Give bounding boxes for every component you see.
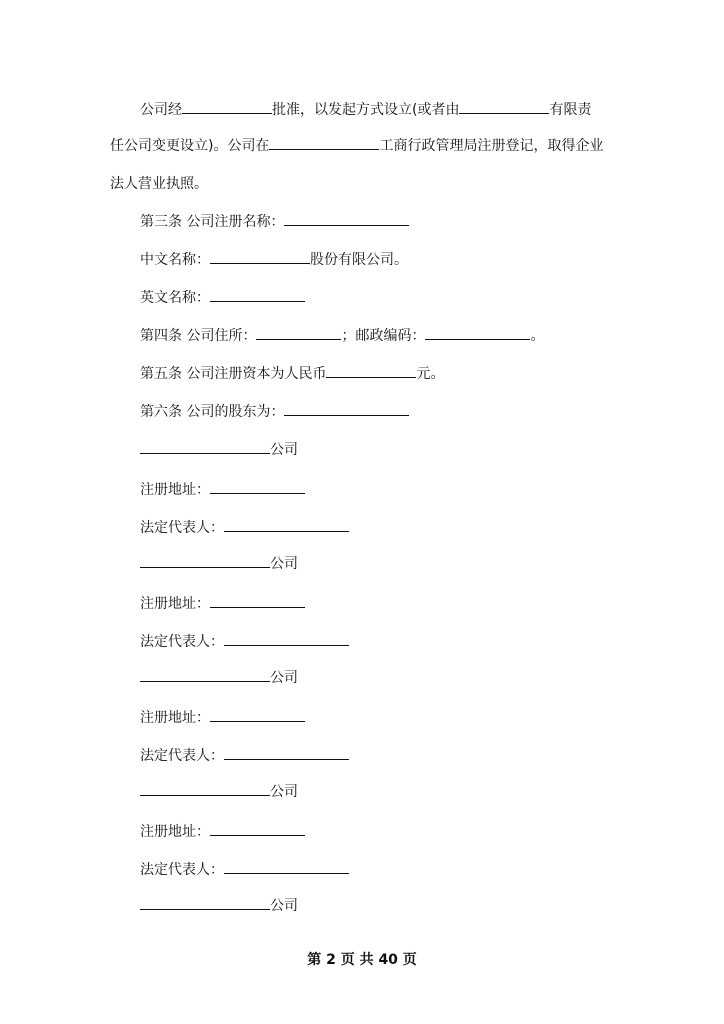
blank-address (256, 326, 341, 340)
blank-shareholder-rep (224, 632, 349, 646)
shareholder-company-line (140, 668, 298, 688)
shareholder-company-suffix: 公司 (270, 898, 298, 914)
para1-line1 (140, 100, 591, 120)
blank-registered-capital (326, 364, 416, 378)
blank-shareholder-company (140, 440, 270, 454)
para1-line3 (110, 174, 208, 194)
chinese-name-label: 中文名称： (140, 252, 210, 268)
blank-shareholder-rep (224, 860, 349, 874)
shareholder-company-suffix: 公司 (270, 556, 298, 572)
shareholder-company-suffix: 公司 (270, 784, 298, 800)
text-segment: 批准，以发起方式设立(或者由 (272, 102, 460, 118)
blank-shareholder-rep (224, 746, 349, 760)
blank-shareholder-address (210, 480, 305, 494)
blank-shareholders (284, 402, 409, 416)
blank-chinese-name (210, 250, 310, 264)
para1-line2 (110, 136, 603, 156)
blank-original-company (459, 100, 549, 114)
chinese-name-line (140, 250, 408, 270)
shareholder-rep-label: 法定代表人： (140, 520, 224, 536)
article-5 (140, 364, 444, 384)
page-number-footer: 第 2 页 共 40 页 (307, 952, 417, 968)
blank-shareholder-company (140, 896, 270, 910)
blank-registration-bureau (269, 136, 379, 150)
english-name-label: 英文名称： (140, 290, 210, 306)
article-6 (140, 402, 409, 422)
text-segment: 公司经 (140, 102, 182, 118)
shareholder-rep-line (140, 518, 349, 538)
blank-approval-authority (182, 100, 272, 114)
text-segment: 。 (530, 328, 545, 344)
shareholder-address-line (140, 480, 305, 500)
shareholder-address-line (140, 594, 305, 614)
text-segment: 任公司变更设立)。公司在 (110, 138, 270, 154)
article-6-label: 第六条 公司的股东为： (140, 404, 285, 420)
shareholder-rep-label: 法定代表人： (140, 862, 224, 878)
chinese-name-suffix: 股份有限公司。 (310, 252, 408, 268)
shareholder-address-label: 注册地址： (140, 596, 210, 612)
blank-postal-code (425, 326, 530, 340)
shareholder-rep-line (140, 860, 349, 880)
shareholder-company-line (140, 896, 298, 916)
shareholder-address-label: 注册地址： (140, 710, 210, 726)
blank-shareholder-rep (224, 518, 349, 532)
shareholder-company-line (140, 554, 298, 574)
shareholder-address-label: 注册地址： (140, 482, 210, 498)
shareholder-address-line (140, 708, 305, 728)
text-segment: 有限责 (549, 102, 592, 118)
article-3-label: 第三条 公司注册名称： (140, 214, 285, 230)
text-segment: 元。 (416, 366, 445, 382)
shareholder-rep-label: 法定代表人： (140, 748, 224, 764)
article-4 (140, 326, 544, 346)
blank-shareholder-company (140, 668, 270, 682)
article-5-label: 第五条 公司注册资本为人民币 (140, 366, 327, 382)
shareholder-company-line (140, 782, 298, 802)
blank-english-name (210, 288, 305, 302)
shareholder-company-line (140, 440, 298, 460)
english-name-line (140, 288, 305, 308)
blank-shareholder-address (210, 822, 305, 836)
shareholder-rep-label: 法定代表人： (140, 634, 224, 650)
postal-code-label: ；邮政编码： (341, 328, 426, 344)
shareholder-rep-line (140, 632, 349, 652)
article-4-label: 第四条 公司住所： (140, 328, 257, 344)
shareholder-address-label: 注册地址： (140, 824, 210, 840)
blank-shareholder-company (140, 554, 270, 568)
blank-shareholder-company (140, 782, 270, 796)
blank-registered-name (284, 212, 409, 226)
blank-shareholder-address (210, 594, 305, 608)
text-segment: 工商行政管理局注册登记，取得企业 (379, 138, 604, 154)
blank-shareholder-address (210, 708, 305, 722)
shareholder-address-line (140, 822, 305, 842)
text-segment: 法人营业执照。 (110, 176, 208, 192)
shareholder-rep-line (140, 746, 349, 766)
shareholder-company-suffix: 公司 (270, 442, 298, 458)
article-3 (140, 212, 409, 232)
shareholder-company-suffix: 公司 (270, 670, 298, 686)
